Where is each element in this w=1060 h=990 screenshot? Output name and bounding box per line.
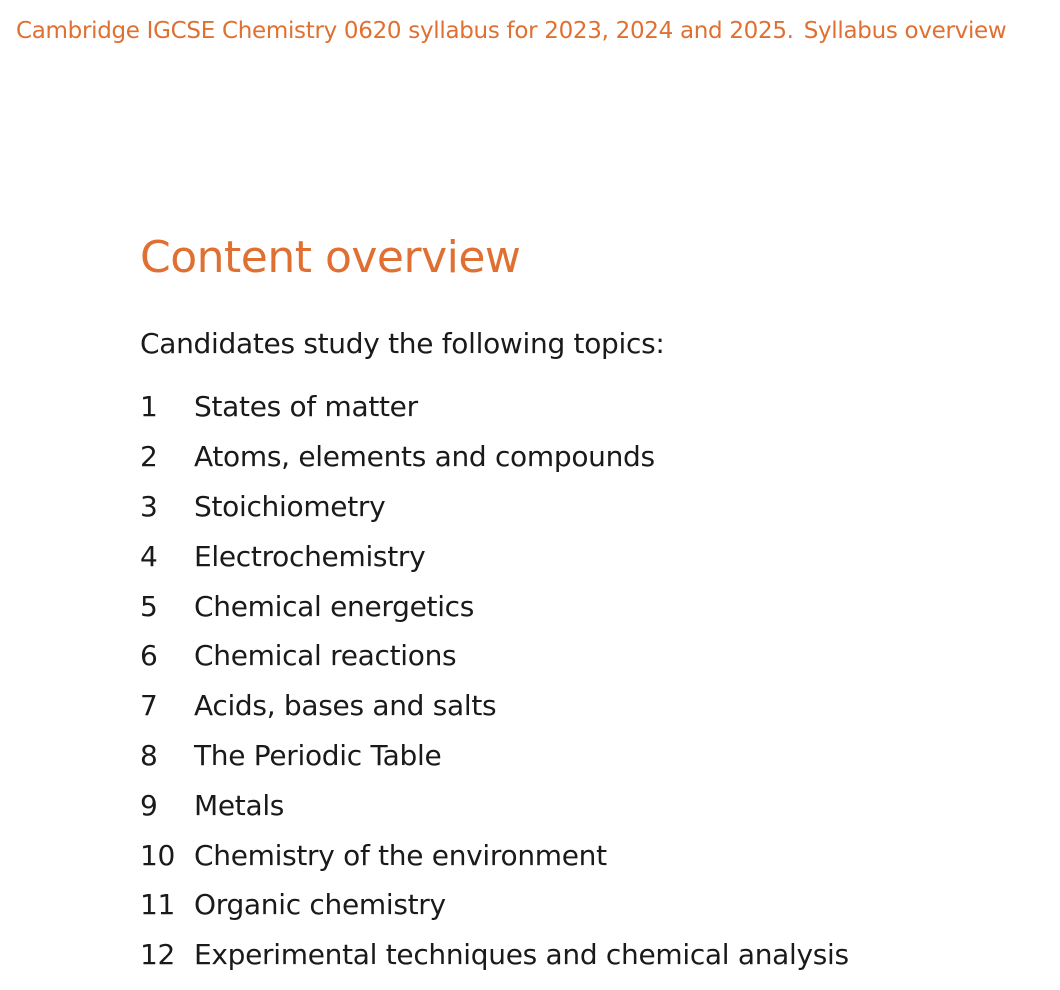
topic-number: 7 (140, 689, 158, 723)
topic-number: 10 (140, 838, 176, 872)
topic-label: Organic chemistry (194, 888, 446, 922)
list-item (140, 531, 1020, 581)
topic-number: 8 (140, 738, 158, 772)
topic-label: Metals (194, 788, 285, 822)
list-item (140, 681, 1020, 731)
topic-number: 9 (140, 788, 158, 822)
list-item (140, 482, 1020, 532)
page-title: Content overview (140, 232, 521, 283)
list-item (140, 880, 1020, 930)
topic-label: Electrochemistry (194, 539, 426, 573)
topic-number: 6 (140, 639, 158, 673)
running-header (16, 18, 1006, 44)
list-item (140, 780, 1020, 830)
topic-label: Acids, bases and salts (194, 689, 497, 723)
topic-number: 5 (140, 589, 158, 623)
topic-number: 11 (140, 888, 176, 922)
topic-number: 2 (140, 440, 158, 474)
topic-label: States of matter (194, 390, 418, 424)
topic-label: Chemical energetics (194, 589, 475, 623)
content-section (140, 228, 1020, 980)
list-item (140, 731, 1020, 781)
list-item (140, 382, 1020, 432)
topic-label: Chemistry of the environment (194, 838, 607, 872)
topic-number: 3 (140, 489, 158, 523)
topic-list (140, 382, 1020, 980)
section-name: Syllabus overview (803, 18, 1007, 44)
topic-label: Experimental techniques and chemical analysis (194, 938, 849, 972)
topic-label: Atoms, elements and compounds (194, 440, 655, 474)
topic-label: The Periodic Table (194, 738, 442, 772)
topic-label: Chemical reactions (194, 639, 457, 673)
topic-number: 12 (140, 938, 176, 972)
list-item (140, 631, 1020, 681)
syllabus-title: Cambridge IGCSE Chemistry 0620 syllabus for 2023, 2024 and 2025. (16, 18, 794, 44)
list-item (140, 581, 1020, 631)
topic-number: 4 (140, 539, 158, 573)
list-item (140, 930, 1020, 980)
topic-number: 1 (140, 390, 158, 424)
topic-label: Stoichiometry (194, 489, 386, 523)
list-item (140, 830, 1020, 880)
list-item (140, 432, 1020, 482)
intro-text: Candidates study the following topics: (140, 327, 665, 360)
